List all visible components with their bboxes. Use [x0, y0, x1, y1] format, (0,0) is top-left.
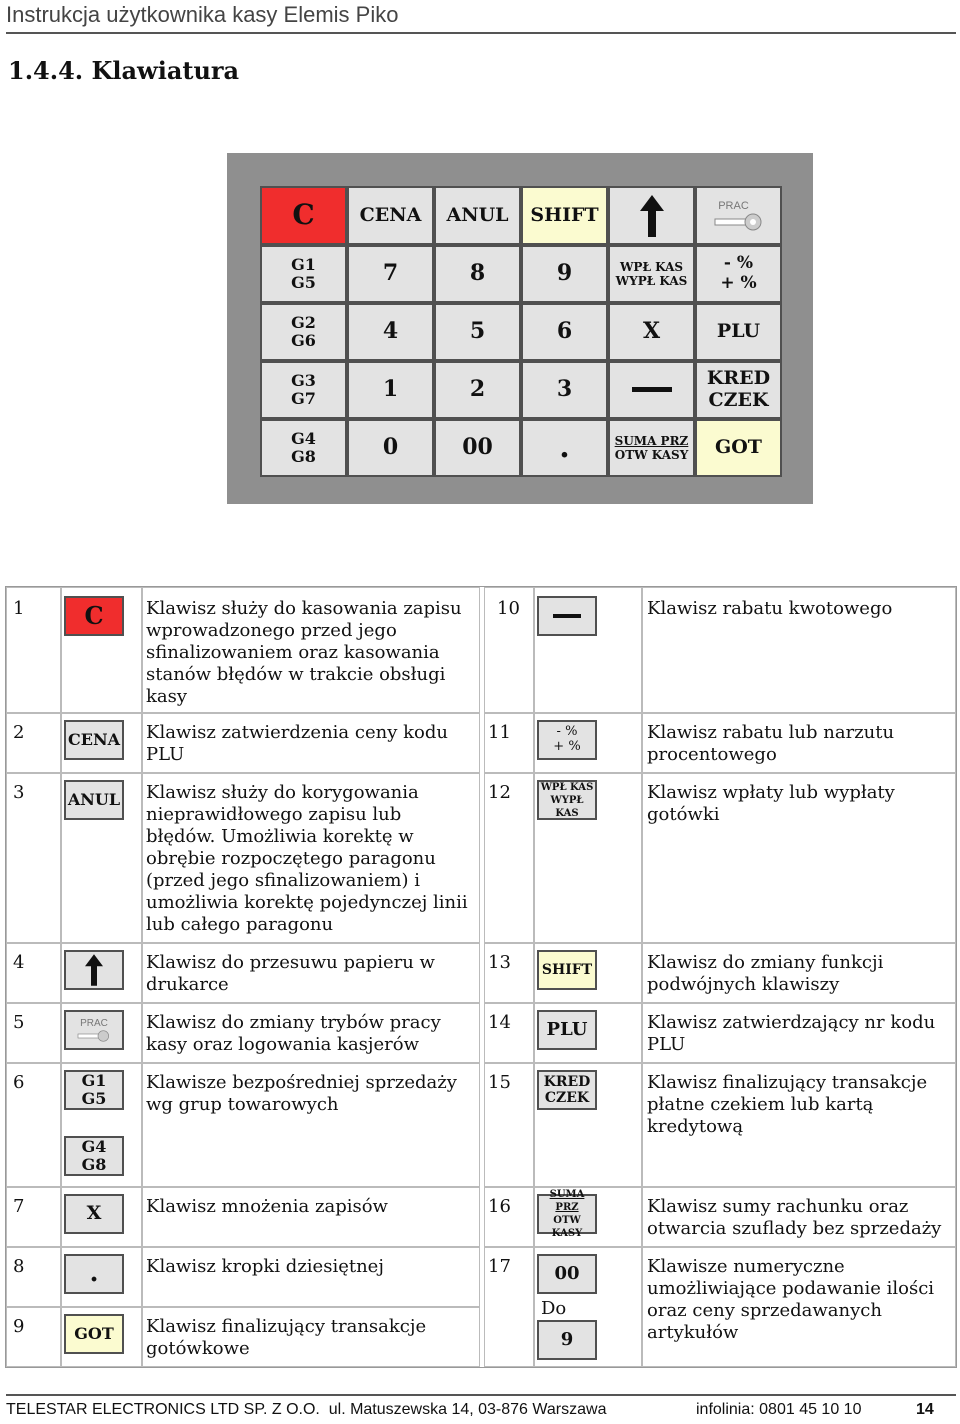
table-cell [142, 1187, 480, 1247]
plu-key-icon [537, 1010, 597, 1050]
key-got-icon [64, 1314, 124, 1354]
key-label: 00 [554, 1262, 580, 1284]
key-label: + % [553, 739, 581, 754]
key-got-label: GOT [715, 436, 762, 459]
key-cena-icon [64, 720, 124, 760]
key-dot-icon [64, 1254, 124, 1294]
key-label: OTW KASY [551, 1215, 583, 1239]
row-number: 10 [497, 598, 520, 619]
table-cell [642, 587, 956, 713]
table-cell [642, 1187, 956, 1247]
document-header [6, 0, 956, 34]
table-cell [142, 943, 480, 1003]
key-cena[interactable] [347, 186, 434, 245]
key-g1-g5-icon [64, 1070, 124, 1110]
row-number: 5 [13, 1012, 25, 1033]
row-description: Klawisz zatwierdzający nr kodu PLU [647, 1012, 936, 1055]
key-label: C [84, 601, 104, 631]
key-label: CZEK [544, 1090, 590, 1106]
row-description: Klawisz do zmiany trybów pracy kasy oraz logowania kasjerów [146, 1012, 441, 1055]
table-cell [142, 1063, 480, 1187]
key-prac-label: PRAC [718, 200, 749, 213]
row-description: Klawisz mnożenia zapisów [146, 1196, 388, 1217]
table-cell [534, 1187, 642, 1247]
key-g5-label: G5 [291, 273, 316, 292]
table-cell [484, 1187, 534, 1247]
table-cell [142, 1307, 480, 1367]
row-number: 15 [488, 1072, 511, 1093]
key-label: G5 [81, 1089, 107, 1108]
key-g2-g6[interactable] [260, 303, 347, 361]
key-lock-icon [713, 213, 765, 231]
footer-company: TELESTAR ELECTRONICS LTD SP. Z O.O. [6, 1401, 320, 1418]
row-description: Klawisz zatwierdzenia ceny kodu PLU [146, 722, 448, 765]
key-cena-label: CENA [359, 203, 422, 226]
row-number: 7 [13, 1196, 25, 1217]
table-cell [642, 713, 956, 773]
key-description-table [5, 586, 957, 1368]
key-label: 9 [560, 1328, 574, 1350]
key-2-label: 2 [469, 376, 486, 403]
key-4-label: 4 [382, 318, 399, 345]
table-cell [534, 773, 642, 943]
table-cell [534, 1063, 642, 1187]
table-cell [6, 587, 61, 713]
key-shift-label: SHIFT [530, 203, 599, 226]
page-number: 14 [916, 1401, 934, 1418]
header-title: Instrukcja użytkownika kasy Elemis Piko [6, 2, 399, 27]
minus-bar-icon [553, 614, 581, 619]
table-cell [142, 1247, 480, 1307]
row-number: 17 [488, 1256, 511, 1277]
key-3[interactable] [521, 361, 608, 419]
key-8-label: 8 [469, 260, 486, 287]
table-cell [484, 943, 534, 1003]
row-number: 4 [13, 952, 25, 973]
up-arrow-icon [85, 954, 103, 986]
kred-czek-key-icon [537, 1070, 597, 1110]
table-cell [534, 587, 642, 713]
row-number: 12 [488, 782, 511, 803]
table-cell [61, 1003, 142, 1063]
footer-hotline: infolinia: 0801 45 10 10 [696, 1401, 862, 1418]
key-g7-label: G7 [291, 389, 316, 408]
key-got[interactable] [695, 419, 782, 477]
row-number: 11 [488, 722, 511, 743]
key-9-label: 9 [556, 260, 573, 287]
table-cell [642, 1247, 956, 1367]
table-cell [6, 1187, 61, 1247]
key-g3-label: G3 [291, 370, 316, 390]
key-g1-label: G1 [291, 254, 316, 274]
key-label: SUMA PRZ [549, 1189, 585, 1213]
row-description: Klawisz kropki dziesiętnej [146, 1256, 384, 1277]
key-g1-g5[interactable] [260, 245, 347, 303]
key-6[interactable] [521, 303, 608, 361]
key-suma-label: SUMA PRZ [614, 433, 689, 448]
key-0-label: 0 [382, 434, 399, 461]
row-description: Klawisz rabatu lub narzutu procentowego [647, 722, 895, 765]
table-cell [484, 1063, 534, 1187]
table-cell [534, 713, 642, 773]
key-g3-g7[interactable] [260, 361, 347, 419]
key-7-label: 7 [382, 260, 399, 287]
key-g6-label: G6 [291, 331, 316, 350]
key-wpl-label: WPŁ KAS [619, 259, 684, 274]
row-number: 6 [13, 1072, 25, 1093]
row-description: Klawisz finalizujący transakcje gotówkowe [146, 1316, 427, 1359]
key-1[interactable] [347, 361, 434, 419]
table-cell [642, 943, 956, 1003]
key-dot-label: . [559, 429, 570, 465]
key-paper-feed[interactable] [608, 186, 695, 245]
key-label: CENA [68, 729, 120, 749]
up-arrow-key-icon [64, 950, 124, 990]
key-percent[interactable] [695, 245, 782, 303]
row-number: 1 [13, 598, 25, 619]
row-description: Klawisz służy do kasowania zapisu wprowadzonego przed jego sfinalizowaniem oraz kasowania stanów błędów w trakcie obsługi kasy [146, 598, 462, 707]
key-0[interactable] [347, 419, 434, 477]
key-anul[interactable] [434, 186, 521, 245]
key-suma-otw[interactable] [608, 419, 695, 477]
key-9-icon [537, 1320, 597, 1360]
row-description: Klawisz finalizujący transakcje płatne czekiem lub kartą kredytową [647, 1072, 928, 1137]
key-5[interactable] [434, 303, 521, 361]
row-description: Klawisze numeryczne umożliwiające podawanie ilości oraz ceny sprzedawanych artykułów [647, 1256, 935, 1343]
table-cell [6, 1063, 61, 1187]
key-label: X [86, 1202, 102, 1225]
key-label: PLU [546, 1018, 588, 1040]
key-kred-czek[interactable] [695, 361, 782, 419]
key-c-icon [64, 596, 124, 636]
prac-key-icon [64, 1010, 124, 1050]
key-label: WPŁ KAS [540, 781, 594, 793]
table-cell [142, 587, 480, 713]
table-cell [142, 773, 480, 943]
key-x-label: X [642, 318, 661, 345]
row-number: 16 [488, 1196, 511, 1217]
key-plu[interactable] [695, 303, 782, 361]
row-number: 8 [13, 1256, 25, 1277]
table-cell [6, 773, 61, 943]
row-description: Klawisz wpłaty lub wypłaty gotówki [647, 782, 895, 825]
key-00-icon [537, 1254, 597, 1294]
table-cell [61, 1063, 142, 1187]
key-label: WYPŁ KAS [550, 794, 584, 819]
table-cell [6, 713, 61, 773]
table-cell [484, 1003, 534, 1063]
key-label: SHIFT [541, 961, 593, 978]
key-c[interactable] [260, 186, 347, 245]
table-cell [6, 943, 61, 1003]
table-cell [142, 713, 480, 773]
key-9[interactable] [521, 245, 608, 303]
suma-otw-key-icon [537, 1189, 597, 1239]
table-cell [484, 713, 534, 773]
range-label: Do [541, 1298, 567, 1319]
key-wypl-label: WYPŁ KAS [615, 274, 688, 288]
key-3-label: 3 [556, 376, 573, 403]
key-shift[interactable] [521, 186, 608, 245]
key-czek-label: CZEK [708, 389, 769, 411]
table-cell [6, 1003, 61, 1063]
key-5-label: 5 [469, 318, 486, 345]
discount-key-icon [537, 596, 597, 636]
key-g4-g8-icon [64, 1136, 124, 1176]
key-1-label: 1 [382, 376, 399, 403]
key-label: G8 [81, 1155, 107, 1174]
key-label: - % [556, 724, 578, 740]
key-label: G4 [81, 1136, 107, 1156]
row-description: Klawisz rabatu kwotowego [647, 598, 893, 619]
table-cell [61, 773, 142, 943]
table-cell [642, 1063, 956, 1187]
row-description: Klawisze bezpośredniej sprzedaży wg grup towarowych [146, 1072, 457, 1115]
row-description: Klawisz do zmiany funkcji podwójnych klawiszy [647, 952, 884, 995]
table-cell [61, 1187, 142, 1247]
table-cell [642, 773, 956, 943]
row-description: Klawisz służy do korygowania nieprawidłowego zapisu lub błędów. Umożliwia korektę w obrębie rozpoczętego paragonu (przed jego sfinalizowaniem) i umożliwia korektę pojedynczej linii lub całego paragonu [146, 782, 468, 935]
key-plu-label: PLU [716, 320, 761, 343]
key-label: GOT [74, 1323, 114, 1343]
row-number: 13 [488, 952, 511, 973]
key-anul-label: ANUL [446, 203, 509, 226]
key-label: PRAC [80, 1018, 108, 1030]
footer-address: ul. Matuszewska 14, 03-876 Warszawa [328, 1401, 607, 1418]
key-label: G1 [81, 1070, 107, 1090]
key-2[interactable] [434, 361, 521, 419]
table-cell [61, 713, 142, 773]
key-x[interactable] [608, 303, 695, 361]
key-discount[interactable] [608, 361, 695, 419]
key-prac[interactable] [695, 186, 782, 245]
percent-key-icon [537, 720, 597, 760]
section-title: 1.4.4. Klawiatura [8, 56, 240, 85]
key-c-label: C [292, 198, 315, 232]
shift-key-icon [537, 950, 597, 990]
key-4[interactable] [347, 303, 434, 361]
key-label: . [89, 1258, 99, 1289]
key-wpl-wypl[interactable] [608, 245, 695, 303]
key-plus-pct-label: + % [720, 273, 757, 293]
row-description: Klawisz sumy rachunku oraz otwarcia szuflady bez sprzedaży [647, 1196, 942, 1239]
table-cell [484, 587, 534, 713]
key-kred-label: KRED [706, 367, 771, 390]
table-cell [534, 943, 642, 1003]
key-6-label: 6 [556, 318, 573, 345]
table-cell [534, 1003, 642, 1063]
key-minus-pct-label: - % [723, 253, 754, 274]
up-arrow-icon [640, 195, 664, 237]
table-cell [534, 1247, 642, 1367]
wpl-wypl-key-icon [537, 780, 597, 820]
key-lock-icon [74, 1030, 114, 1042]
table-cell [642, 1003, 956, 1063]
table-cell [61, 1307, 142, 1367]
row-description: Klawisz do przesuwu papieru w drukarce [146, 952, 435, 995]
key-label: KRED [543, 1073, 591, 1090]
key-7[interactable] [347, 245, 434, 303]
key-dot[interactable] [521, 419, 608, 477]
key-8[interactable] [434, 245, 521, 303]
key-g4-label: G4 [291, 428, 316, 448]
key-g2-label: G2 [291, 312, 316, 332]
key-g4-g8[interactable] [260, 419, 347, 477]
row-number: 14 [488, 1012, 511, 1033]
table-cell [484, 773, 534, 943]
key-otw-label: OTW KASY [614, 448, 689, 462]
table-cell [61, 1247, 142, 1307]
row-number: 3 [13, 782, 25, 803]
row-number: 2 [13, 722, 25, 743]
key-00[interactable] [434, 419, 521, 477]
minus-bar-icon [632, 387, 672, 393]
key-label: ANUL [67, 789, 121, 809]
table-cell [484, 1247, 534, 1367]
key-g8-label: G8 [291, 447, 316, 466]
key-x-icon [64, 1194, 124, 1234]
key-anul-icon [64, 780, 124, 820]
row-number: 9 [13, 1316, 25, 1337]
table-cell [6, 1307, 61, 1367]
table-cell [61, 587, 142, 713]
table-cell [6, 1247, 61, 1307]
key-00-label: 00 [462, 434, 493, 461]
keyboard-panel [227, 153, 813, 504]
table-cell [142, 1003, 480, 1063]
table-cell [61, 943, 142, 1003]
